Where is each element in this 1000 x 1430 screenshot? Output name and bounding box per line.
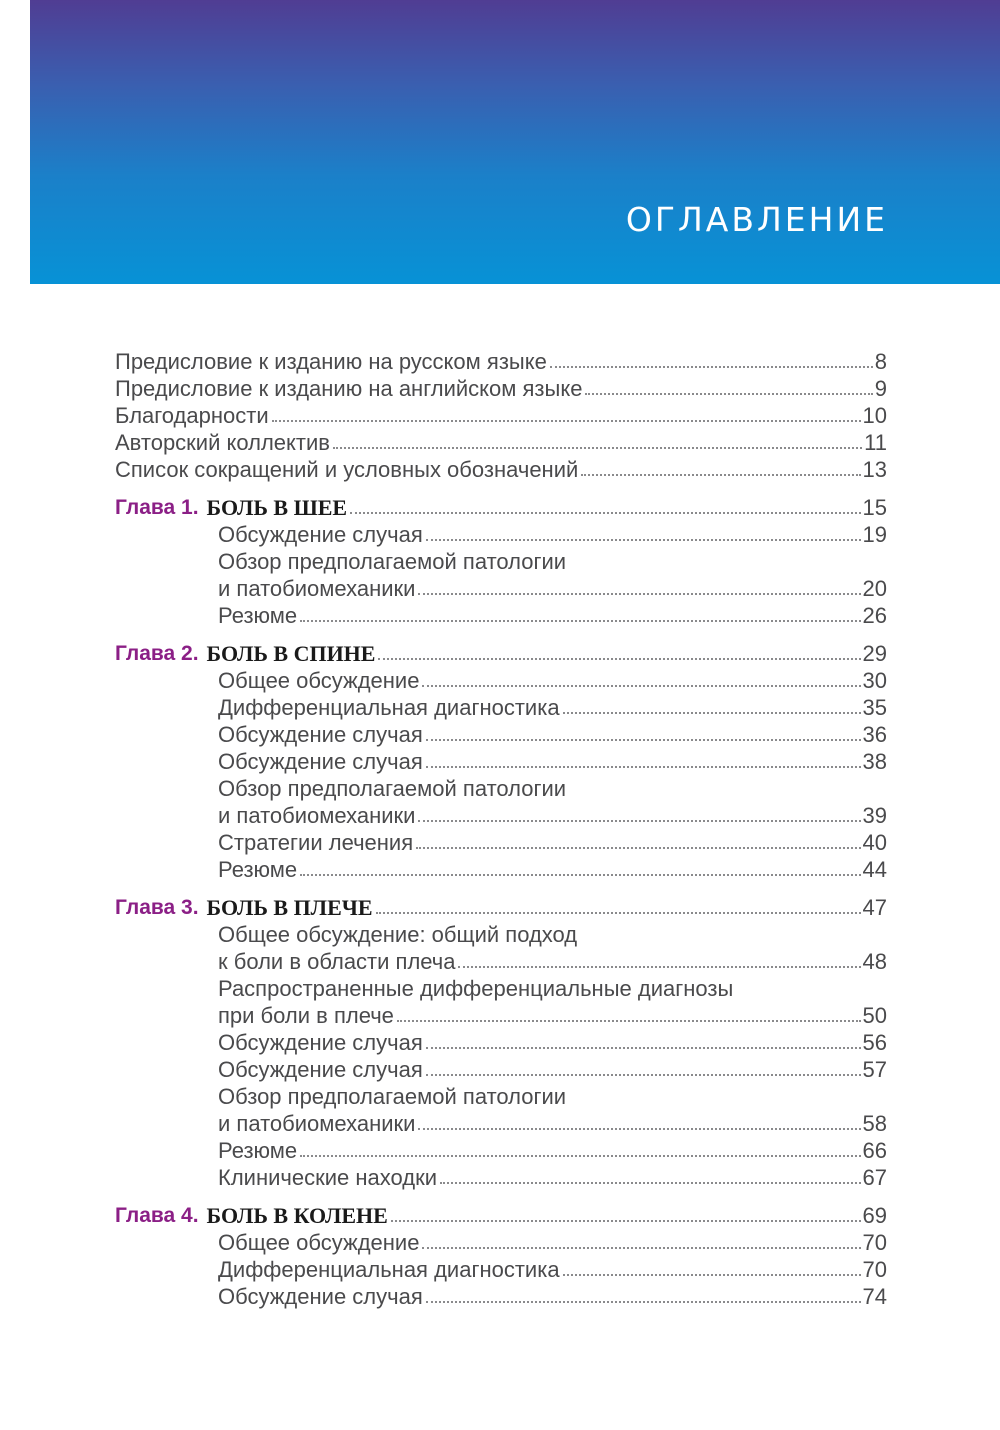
dot-leader — [550, 366, 873, 368]
toc-entry-label: Благодарности — [115, 403, 269, 428]
toc-entry[interactable] — [115, 429, 887, 456]
dot-leader — [422, 685, 860, 687]
chapter-heading-1[interactable] — [115, 494, 887, 521]
dot-leader — [333, 447, 862, 449]
section-label: Обзор предполагаемой патологии — [218, 1084, 567, 1109]
dot-leader — [376, 912, 861, 914]
chapter-label: Глава 2. — [115, 642, 199, 665]
toc-section[interactable] — [115, 575, 887, 602]
dot-leader — [300, 620, 860, 622]
section-page: 57 — [862, 1057, 887, 1082]
section-page: 56 — [862, 1030, 887, 1055]
toc-section-line[interactable] — [115, 775, 887, 802]
toc-section-line[interactable] — [115, 1083, 887, 1110]
section-label: Обзор предполагаемой патологии — [218, 549, 567, 574]
section-page: 66 — [862, 1138, 887, 1163]
section-label: Обсуждение случая — [218, 1284, 423, 1309]
toc-entry[interactable] — [115, 375, 887, 402]
section-label: Обсуждение случая — [218, 1057, 423, 1082]
section-page: 35 — [862, 695, 887, 720]
section-page: 67 — [862, 1165, 887, 1190]
section-page: 48 — [862, 949, 887, 974]
section-label: Обсуждение случая — [218, 749, 423, 774]
toc-section[interactable] — [115, 602, 887, 629]
section-label: при боли в плече — [218, 1003, 394, 1028]
chapter-page: 47 — [862, 895, 887, 920]
section-label: Дифференциальная диагностика — [218, 1257, 560, 1282]
dot-leader — [422, 1247, 860, 1249]
toc-section[interactable] — [115, 1283, 887, 1310]
dot-leader — [418, 820, 860, 822]
section-page: 39 — [862, 803, 887, 828]
chapter-heading-4[interactable] — [115, 1202, 887, 1229]
toc-entry[interactable] — [115, 348, 887, 375]
chapter-title: БОЛЬ В СПИНЕ — [206, 641, 376, 666]
chapter-label: Глава 4. — [115, 1204, 199, 1227]
dot-leader — [426, 739, 861, 741]
table-of-contents — [115, 348, 887, 1310]
dot-leader — [440, 1182, 861, 1184]
toc-section[interactable] — [115, 1110, 887, 1137]
section-page: 40 — [862, 830, 887, 855]
toc-entry-label: Авторский коллектив — [115, 430, 330, 455]
dot-leader — [426, 1301, 861, 1303]
dot-leader — [585, 393, 872, 395]
dot-leader — [458, 966, 860, 968]
section-label: Резюме — [218, 857, 298, 882]
dot-leader — [426, 1047, 861, 1049]
toc-section[interactable] — [115, 694, 887, 721]
page-title: ОГЛАВЛЕНИЕ — [625, 200, 888, 239]
toc-entry-page: 10 — [862, 403, 887, 428]
dot-leader — [416, 847, 860, 849]
toc-section[interactable] — [115, 1137, 887, 1164]
section-label: Обзор предполагаемой патологии — [218, 776, 567, 801]
section-page: 36 — [862, 722, 887, 747]
toc-section[interactable] — [115, 1164, 887, 1191]
dot-leader — [418, 1128, 860, 1130]
section-page: 70 — [862, 1230, 887, 1255]
chapter-label: Глава 3. — [115, 896, 199, 919]
toc-section[interactable] — [115, 1002, 887, 1029]
dot-leader — [378, 658, 860, 660]
dot-leader — [397, 1020, 861, 1022]
section-label: Резюме — [218, 603, 298, 628]
section-page: 38 — [862, 749, 887, 774]
toc-section[interactable] — [115, 521, 887, 548]
dot-leader — [563, 1274, 861, 1276]
toc-section-line[interactable] — [115, 921, 887, 948]
dot-leader — [391, 1220, 861, 1222]
toc-section-line[interactable] — [115, 548, 887, 575]
section-label: Общее обсуждение — [218, 1230, 420, 1255]
toc-section[interactable] — [115, 829, 887, 856]
section-page: 50 — [862, 1003, 887, 1028]
section-label: Общее обсуждение: общий подход — [218, 922, 578, 947]
dot-leader — [426, 539, 861, 541]
toc-section[interactable] — [115, 748, 887, 775]
dot-leader — [300, 1155, 860, 1157]
chapter-title: БОЛЬ В ПЛЕЧЕ — [206, 895, 373, 920]
toc-entry-page: 8 — [874, 349, 887, 374]
chapter-page: 69 — [862, 1203, 887, 1228]
section-label: Обсуждение случая — [218, 1030, 423, 1055]
dot-leader — [563, 712, 861, 714]
section-label: Общее обсуждение — [218, 668, 420, 693]
dot-leader — [581, 474, 860, 476]
toc-section[interactable] — [115, 1029, 887, 1056]
dot-leader — [418, 593, 860, 595]
section-label: и патобиомеханики — [218, 576, 416, 601]
toc-entry-label: Предисловие к изданию на русском языке — [115, 349, 547, 374]
section-label: Обсуждение случая — [218, 522, 423, 547]
toc-entry-label: Список сокращений и условных обозначений — [115, 457, 579, 482]
section-label: Резюме — [218, 1138, 298, 1163]
toc-section[interactable] — [115, 1229, 887, 1256]
toc-entry-label: Предисловие к изданию на английском языке — [115, 376, 583, 401]
dot-leader — [272, 420, 861, 422]
section-label: Дифференциальная диагностика — [218, 695, 560, 720]
toc-section[interactable] — [115, 1256, 887, 1283]
toc-section[interactable] — [115, 856, 887, 883]
toc-entry-page: 13 — [862, 457, 887, 482]
section-page: 30 — [862, 668, 887, 693]
section-label: Стратегии лечения — [218, 830, 414, 855]
dot-leader — [426, 766, 861, 768]
toc-section[interactable] — [115, 802, 887, 829]
section-label: и патобиомеханики — [218, 1111, 416, 1136]
section-label: к боли в области плеча — [218, 949, 456, 974]
toc-entry-page: 11 — [864, 430, 887, 455]
toc-section[interactable] — [115, 667, 887, 694]
section-label: Клинические находки — [218, 1165, 437, 1190]
chapter-title: БОЛЬ В КОЛЕНЕ — [206, 1203, 388, 1228]
section-label: Распространенные дифференциальные диагнозы — [218, 976, 734, 1001]
dot-leader — [426, 1074, 861, 1076]
chapter-title: БОЛЬ В ШЕЕ — [206, 495, 348, 520]
section-page: 74 — [862, 1284, 887, 1309]
toc-section[interactable] — [115, 948, 887, 975]
chapter-page: 15 — [862, 495, 887, 520]
section-page: 20 — [862, 576, 887, 601]
toc-section-line[interactable] — [115, 975, 887, 1002]
toc-section[interactable] — [115, 1056, 887, 1083]
section-label: Обсуждение случая — [218, 722, 423, 747]
section-page: 58 — [862, 1111, 887, 1136]
toc-section[interactable] — [115, 721, 887, 748]
chapter-heading-2[interactable] — [115, 640, 887, 667]
dot-leader — [350, 512, 860, 514]
chapter-label: Глава 1. — [115, 496, 199, 519]
section-label: и патобиомеханики — [218, 803, 416, 828]
toc-entry[interactable] — [115, 402, 887, 429]
dot-leader — [300, 874, 860, 876]
section-page: 70 — [862, 1257, 887, 1282]
section-page: 19 — [862, 522, 887, 547]
section-page: 26 — [862, 603, 887, 628]
chapter-page: 29 — [862, 641, 887, 666]
toc-entry-page: 9 — [874, 376, 887, 401]
chapter-heading-3[interactable] — [115, 894, 887, 921]
toc-entry[interactable] — [115, 456, 887, 483]
section-page: 44 — [862, 857, 887, 882]
header-band — [30, 0, 1000, 284]
